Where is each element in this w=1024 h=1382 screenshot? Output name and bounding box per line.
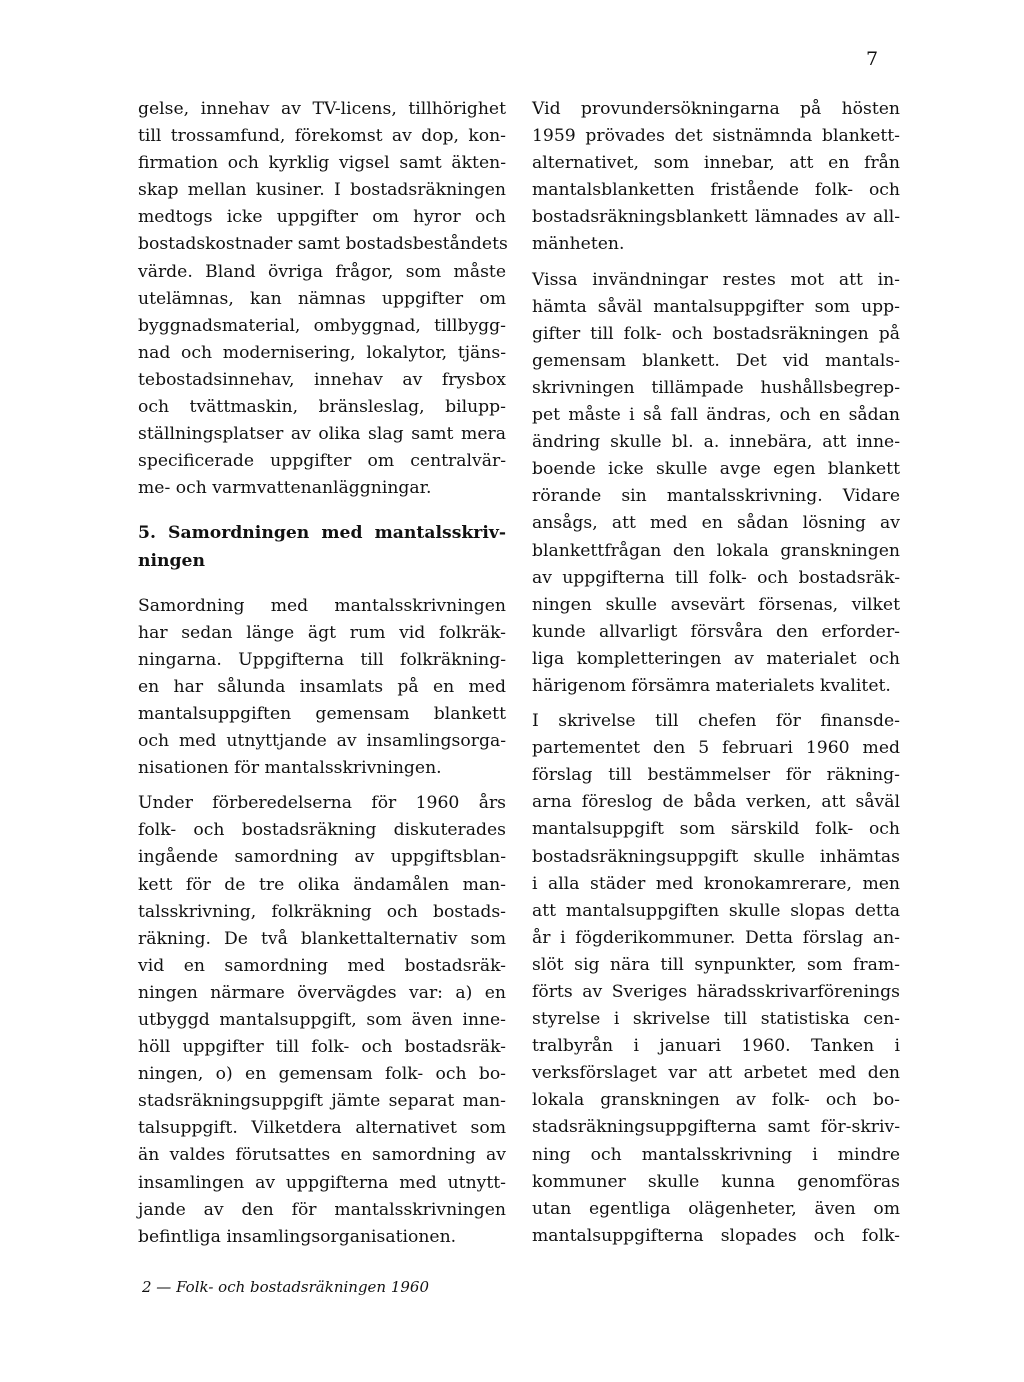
paragraph [532,96,900,259]
text-line: än valdes förutsattes en samordning av [138,1145,506,1166]
text-line: utan egentliga olägenheter, även om [532,1198,900,1219]
text-line: och med utnyttjande av insamlingsorga- [138,731,506,752]
paragraph [138,790,506,1251]
text-line: medtogs icke uppgifter om hyror och [138,207,506,228]
text-line: lokala granskningen av folk- och bo- [532,1090,900,1111]
text-line: mantalsuppgiften gemensam blankett [138,703,506,724]
text-line: ningen [138,550,205,571]
text-line: förts av Sveriges häradsskrivarförenings [532,982,900,1002]
text-line: mantalsuppgift som särskild folk- och [532,819,900,840]
text-line: mantalsblanketten fristående folk- och [532,180,900,201]
text-line: kommuner skulle kunna genomföras [532,1171,900,1192]
text-line: blankettfrågan den lokala granskningen [532,540,900,561]
text-line: firmation och kyrklig vigsel samt äkten- [138,153,506,174]
text-line: i alla städer med kronokamrerare, men [532,873,900,894]
text-line: me- och varmvattenanläggningar. [138,478,432,499]
text-line: insamlingen av uppgifterna med utnytt- [138,1172,506,1193]
text-line: specificerade uppgifter om centralvär- [138,451,506,472]
text-line: ingående samordning av uppgiftsblan- [138,847,506,868]
text-line: tebostadsinnehav, innehav av frysbox [138,369,506,390]
text-line: tralbyrån i januari 1960. Tanken i [532,1036,900,1057]
text-line: gelse, innehav av TV-licens, tillhörighet [138,99,506,119]
text-line: 5. Samordningen med mantalsskriv- [138,523,506,544]
text-line: Vissa invändningar restes mot att in- [532,269,900,290]
text-line: slöt sig nära till synpunkter, som fram- [532,954,900,975]
text-line: verksförslaget var att arbetet med den [532,1063,900,1084]
text-line: talsuppgift. Vilketdera alternativet som [138,1118,506,1139]
text-line: stadsräkningsuppgifterna samt för-skriv- [532,1117,900,1138]
text-line: I skrivelse till chefen för finansde- [532,711,900,732]
text-line: nisationen för mantalsskrivningen. [138,758,442,779]
text-line: till trossamfund, förekomst av dop, kon- [138,126,506,147]
text-line: kunde allvarligt försvåra den erforder- [532,621,900,642]
text-line: bostadsräkningsblankett lämnades av all- [532,207,900,228]
text-line: att mantalsuppgiften skulle slopas detta [532,900,900,921]
page-number: 7 [866,48,879,70]
text-line: talsskrivning, folkräkning och bostads- [138,901,506,922]
text-line: av uppgifterna till folk- och bostadsräk- [532,567,900,588]
text-line: befintliga insamlingsorganisationen. [138,1226,457,1247]
text-line: ningen närmare övervägdes var: a) en [138,982,506,1003]
right-column [532,96,900,1250]
text-line: alternativet, som innebar, att en från [532,153,900,174]
text-line: har sedan länge ägt rum vid folkräk- [138,622,506,643]
text-line: ändring skulle bl. a. innebära, att inne- [532,432,900,453]
paragraph [532,267,900,701]
text-line: hämta såväl mantalsuppgifter som upp- [532,296,900,317]
text-line: stadsräkningsuppgift jämte separat man- [138,1091,506,1112]
text-line: skrivningen tillämpade hushållsbegrep- [532,377,900,398]
text-line: jande av den för mantalsskrivningen [138,1199,506,1220]
paragraph [532,708,900,1250]
text-line: vid en samordning med bostadsräk- [138,955,506,976]
text-line: utelämnas, kan nämnas uppgifter om [138,288,506,309]
text-line: ställningsplatser av olika slag samt mera [138,424,506,445]
text-line: Vid provundersökningarna på hösten [532,99,900,119]
text-line: partementet den 5 februari 1960 med [532,738,900,759]
text-line: mänheten. [532,234,625,255]
text-line: en har sålunda insamlats på en med [138,676,506,697]
text-line: gemensam blankett. Det vid mantals- [532,350,900,371]
text-line: liga kompletteringen av materialet och [532,648,900,669]
text-line: ning och mantalsskrivning i mindre [532,1144,900,1165]
paragraph [138,593,506,783]
text-line: 1959 prövades det sistnämnda blankett- [532,126,900,147]
text-line: gifter till folk- och bostadsräkningen på [532,323,900,344]
text-line: härigenom försämra materialets kvalitet. [532,675,891,696]
text-line: Samordning med mantalsskrivningen [138,595,506,616]
text-line: kett för de tre olika ändamålen man- [138,874,506,895]
text-line: ansågs, att med en sådan lösning av [532,513,900,534]
text-line: höll uppgifter till folk- och bostadsräk- [138,1037,506,1058]
text-line: bostadsräkningsuppgift skulle inhämtas [532,846,900,867]
text-line: byggnadsmaterial, ombyggnad, tillbygg- [138,315,506,336]
text-line: bostadskostnader samt bostadsbeståndets [138,234,508,255]
left-column [138,96,506,1251]
text-line: nad och modernisering, lokalytor, tjäns- [138,342,506,363]
text-line: skap mellan kusiner. I bostadsräkningen [138,180,506,201]
text-line: ningen skulle avsevärt försenas, vilket [532,594,900,615]
text-line: arna föreslog de båda verken, att såväl [532,792,900,813]
text-line: utbyggd mantalsuppgift, som även inne- [138,1010,506,1030]
text-line: ningarna. Uppgifterna till folkräkning- [138,649,506,670]
text-line: boende icke skulle avge egen blankett [532,459,900,480]
text-line: mantalsuppgifterna slopades och folk- [532,1225,900,1246]
text-line: räkning. De två blankettalternativ som [138,928,506,949]
text-line: pet måste i så fall ändras, och en sådan [532,405,900,426]
page-footer: 2 — Folk- och bostadsräkningen 1960 [142,1278,430,1296]
text-line: folk- och bostadsräkning diskuterades [138,820,506,841]
text-line: Under förberedelserna för 1960 års [138,793,506,814]
text-line: styrelse i skrivelse till statistiska cen- [532,1009,900,1030]
text-line: år i fögderikommuner. Detta förslag an- [532,927,900,948]
text-line: och tvättmaskin, bränsleslag, bilupp- [138,397,506,418]
section-heading [138,520,506,574]
text-line: förslag till bestämmelser för räkning- [532,765,900,786]
paragraph [138,96,506,502]
text-line: rörande sin mantalsskrivning. Vidare [532,486,900,507]
text-line: värde. Bland övriga frågor, som måste [138,261,506,282]
text-line: ningen, o) en gemensam folk- och bo- [138,1064,506,1085]
